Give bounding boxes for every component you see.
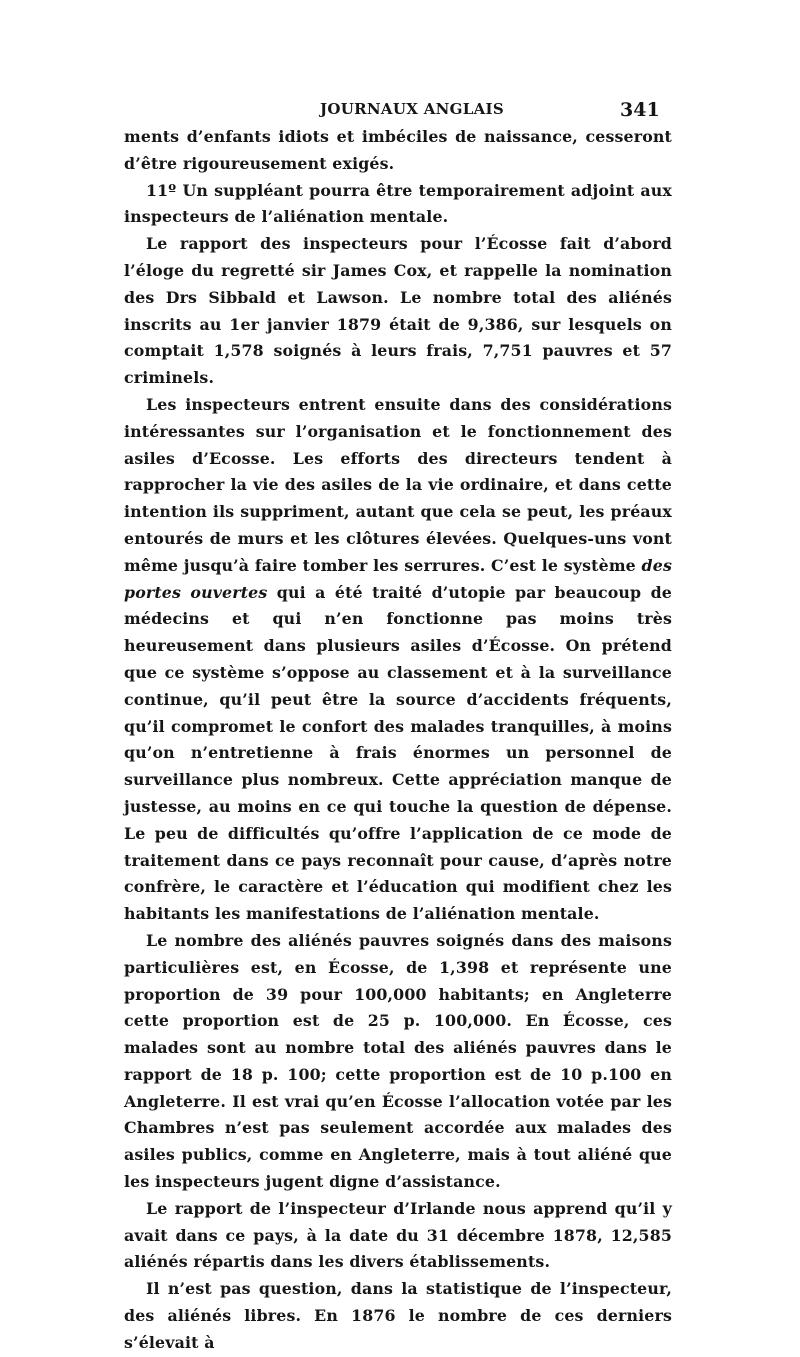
paragraph-3: Le rapport des inspecteurs pour l’Écosse fait d’abord l’éloge du regretté sir James Cox, et rappelle la nomination des Drs Sibbald et Lawson. Le nombre total des aliénés inscrits au 1er janvier 1879 était de 9,386, sur lesquels on comptait 1,578 soignés à leurs frais, 7,751 pauvres et 57 criminels. [124, 234, 672, 388]
paragraph-4 [124, 392, 672, 928]
paragraph-5: Le nombre des aliénés pauvres soignés dans des maisons particulières est, en Écosse, de 1,398 et représente une proportion de 39 pour 100,000 habitants; en Angleterre cette proportion est de 25 p. 100,000. En Écosse, ces malades sont au nombre total des aliénés pauvres dans le rapport de 18 p. 100; cette proportion est de 10 p.100 en Angleterre. Il est vrai qu’en Écosse l’allocation votée par les Chambres n’est pas seulement accordée aux malades des asiles publics, comme en Angleterre, mais à tout aliéné que les inspecteurs jugent digne d’assistance. [124, 930, 672, 1192]
paragraph-4-emphasis: des portes ouvertes [124, 555, 672, 602]
page-number: 341 [620, 99, 660, 121]
running-title: JOURNAUX ANGLAIS [320, 100, 504, 118]
body-text [124, 124, 672, 1357]
paragraph-2: 11º Un suppléant pourra être temporairement adjoint aux inspecteurs de l’aliénation mentale. [124, 180, 672, 227]
paragraph-6: Le rapport de l’inspecteur d’Irlande nous apprend qu’il y avait dans ce pays, à la date du 31 décembre 1878, 12,585 aliénés répartis dans les divers établissements. [124, 1198, 672, 1272]
paragraph-4-text-after: qui a été traité d’utopie par beaucoup de médecins et qui n’en fonctionne pas moins très heureusement dans plusieurs asiles d’Écosse. On prétend que ce système s’oppose au classement et à la surveillance continue, qu’il peut être la source d’accidents fréquents, qu’il compromet le confort des malades tranquilles, à moins qu’on n’entretienne à frais énormes un personnel de surveillance plus nombreux. Cette appréciation manque de justesse, au moins en ce qui touche la question de dépense. Le peu de difficultés qu’offre l’application de ce mode de traitement dans ce pays reconnaît pour cause, d’après notre confrère, le caractère et l’éducation qui modifient chez les habitants les manifestations de l’aliénation mentale. [124, 582, 673, 924]
paragraph-7: Il n’est pas question, dans la statistique de l’inspecteur, des aliénés libres. En 1876 le nombre de ces derniers s’élevait à [124, 1279, 672, 1352]
paragraph-1: ments d’enfants idiots et imbéciles de naissance, cesseront d’être rigoureusement exigés. [124, 127, 672, 173]
paragraph-4-text-before: Les inspecteurs entrent ensuite dans des considérations intéressantes sur l’organisation et le fonctionnement des asiles d’Ecosse. Les efforts des directeurs tendent à rapprocher la vie des asiles de la vie ordinaire, et dans cette intention ils suppriment, autant que cela se peut, les préaux entourés de murs et les clôtures élevées. Quelques-uns vont même jusqu’à faire tomber les serrures. C’est le système [124, 394, 672, 575]
